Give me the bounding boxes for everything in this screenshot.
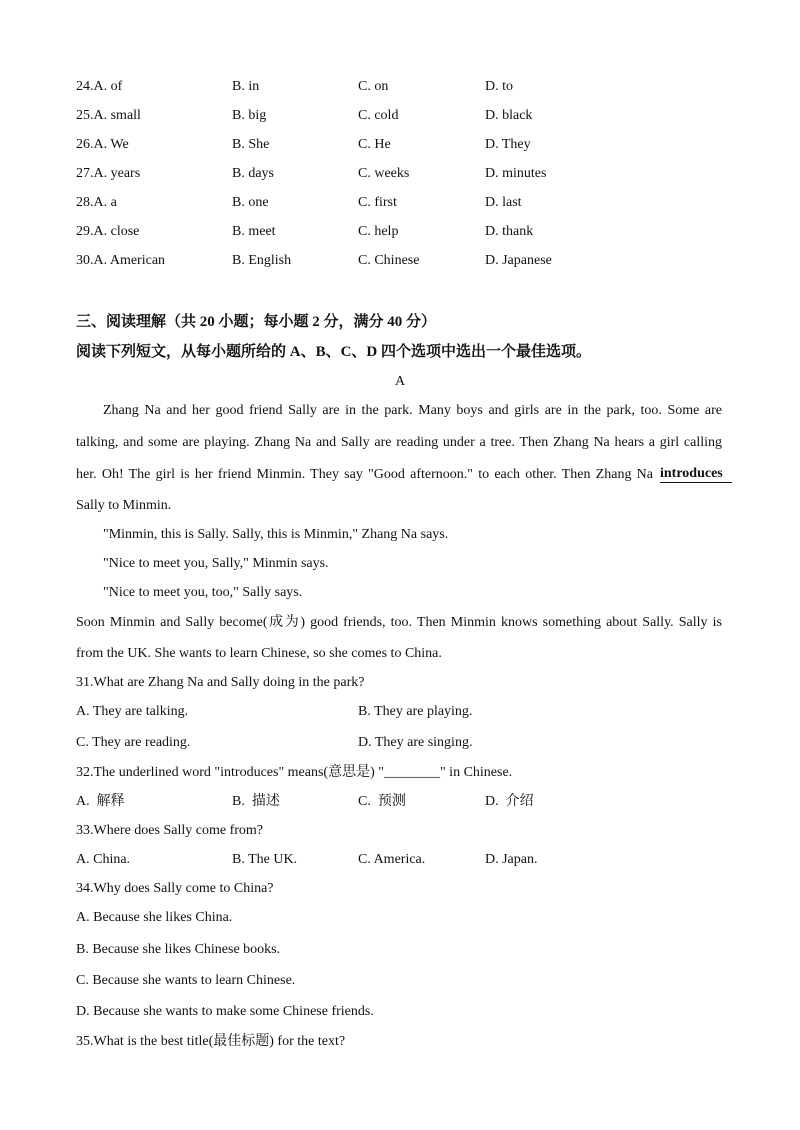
q34-option-d: D. Because she wants to make some Chinese friends. xyxy=(76,1004,374,1019)
q33-option-a: A. China. xyxy=(76,852,131,867)
q32-option-a: A. 解释 xyxy=(76,794,125,809)
q28-option-c: C. first xyxy=(358,195,397,210)
q24-option-a: 24.A. of xyxy=(76,79,123,94)
q30-option-d: D. Japanese xyxy=(485,253,552,268)
question-stem-35: 35.What is the best title(最佳标题) for the text? xyxy=(76,1034,346,1049)
q31-option-b: B. They are playing. xyxy=(358,704,473,719)
q28-option-a: 28.A. a xyxy=(76,195,117,210)
passage-label: A xyxy=(394,374,406,389)
q31-option-d: D. They are singing. xyxy=(358,735,473,750)
q24-option-c: C. on xyxy=(358,79,389,94)
q27-option-d: D. minutes xyxy=(485,166,547,181)
q30-option-c: C. Chinese xyxy=(358,253,420,268)
passage-line: talking, and some are playing. Zhang Na and Sally are reading under a tree. Then Zhang Na hears a girl calling xyxy=(76,435,722,450)
q30-option-a: 30.A. American xyxy=(76,253,166,268)
q34-option-b: B. Because she likes Chinese books. xyxy=(76,942,281,957)
q34-option-c: C. Because she wants to learn Chinese. xyxy=(76,973,296,988)
underlined-word: introduces xyxy=(660,466,732,483)
q29-option-d: D. thank xyxy=(485,224,534,239)
q26-option-c: C. He xyxy=(358,137,391,152)
q26-option-d: D. They xyxy=(485,137,531,152)
q33-option-c: C. America. xyxy=(358,852,426,867)
section-heading: 三、阅读理解（共 20 小题；每小题 2 分，满分 40 分） xyxy=(76,314,437,330)
q31-option-a: A. They are talking. xyxy=(76,704,189,719)
passage-line: from the UK. She wants to learn Chinese, so she comes to China. xyxy=(76,646,442,661)
q33-option-b: B. The UK. xyxy=(232,852,298,867)
q29-option-c: C. help xyxy=(358,224,399,239)
question-stem-31: 31.What are Zhang Na and Sally doing in the park? xyxy=(76,675,365,690)
q25-option-b: B. big xyxy=(232,108,267,123)
q31-option-c: C. They are reading. xyxy=(76,735,191,750)
q29-option-b: B. meet xyxy=(232,224,276,239)
q33-option-d: D. Japan. xyxy=(485,852,538,867)
passage-line: Zhang Na and her good friend Sally are in the park. Many boys and girls are in the park, too. Some are xyxy=(103,403,722,418)
q32-option-b: B. 描述 xyxy=(232,794,280,809)
q27-option-a: 27.A. years xyxy=(76,166,141,181)
q32-option-d: D. 介绍 xyxy=(485,794,534,809)
q28-option-d: D. last xyxy=(485,195,522,210)
passage-line: Soon Minmin and Sally become(成为) good friends, too. Then Minmin knows something about Sally. Sally is xyxy=(76,615,722,630)
q28-option-b: B. one xyxy=(232,195,269,210)
q26-option-a: 26.A. We xyxy=(76,137,129,152)
q25-option-a: 25.A. small xyxy=(76,108,141,123)
q25-option-d: D. black xyxy=(485,108,533,123)
q27-option-c: C. weeks xyxy=(358,166,410,181)
q24-option-b: B. in xyxy=(232,79,260,94)
dialogue-line: "Nice to meet you, Sally," Minmin says. xyxy=(103,556,329,571)
dialogue-line: "Nice to meet you, too," Sally says. xyxy=(103,585,303,600)
q26-option-b: B. She xyxy=(232,137,270,152)
q27-option-b: B. days xyxy=(232,166,274,181)
question-stem-32: 32.The underlined word "introduces" means(意思是) "________" in Chinese. xyxy=(76,765,513,780)
q29-option-a: 29.A. close xyxy=(76,224,140,239)
q24-option-d: D. to xyxy=(485,79,513,94)
question-stem-33: 33.Where does Sally come from? xyxy=(76,823,263,838)
passage-line: her. Oh! The girl is her friend Minmin. They say "Good afternoon." to each other. Then Zhang Na xyxy=(76,467,653,482)
passage-line: Sally to Minmin. xyxy=(76,498,172,513)
dialogue-line: "Minmin, this is Sally. Sally, this is Minmin," Zhang Na says. xyxy=(103,527,449,542)
q34-option-a: A. Because she likes China. xyxy=(76,910,233,925)
q30-option-b: B. English xyxy=(232,253,292,268)
section-instruction: 阅读下列短文，从每小题所给的 A、B、C、D 四个选项中选出一个最佳选项。 xyxy=(76,344,592,360)
question-stem-34: 34.Why does Sally come to China? xyxy=(76,881,274,896)
q25-option-c: C. cold xyxy=(358,108,399,123)
q32-option-c: C. 预测 xyxy=(358,794,406,809)
